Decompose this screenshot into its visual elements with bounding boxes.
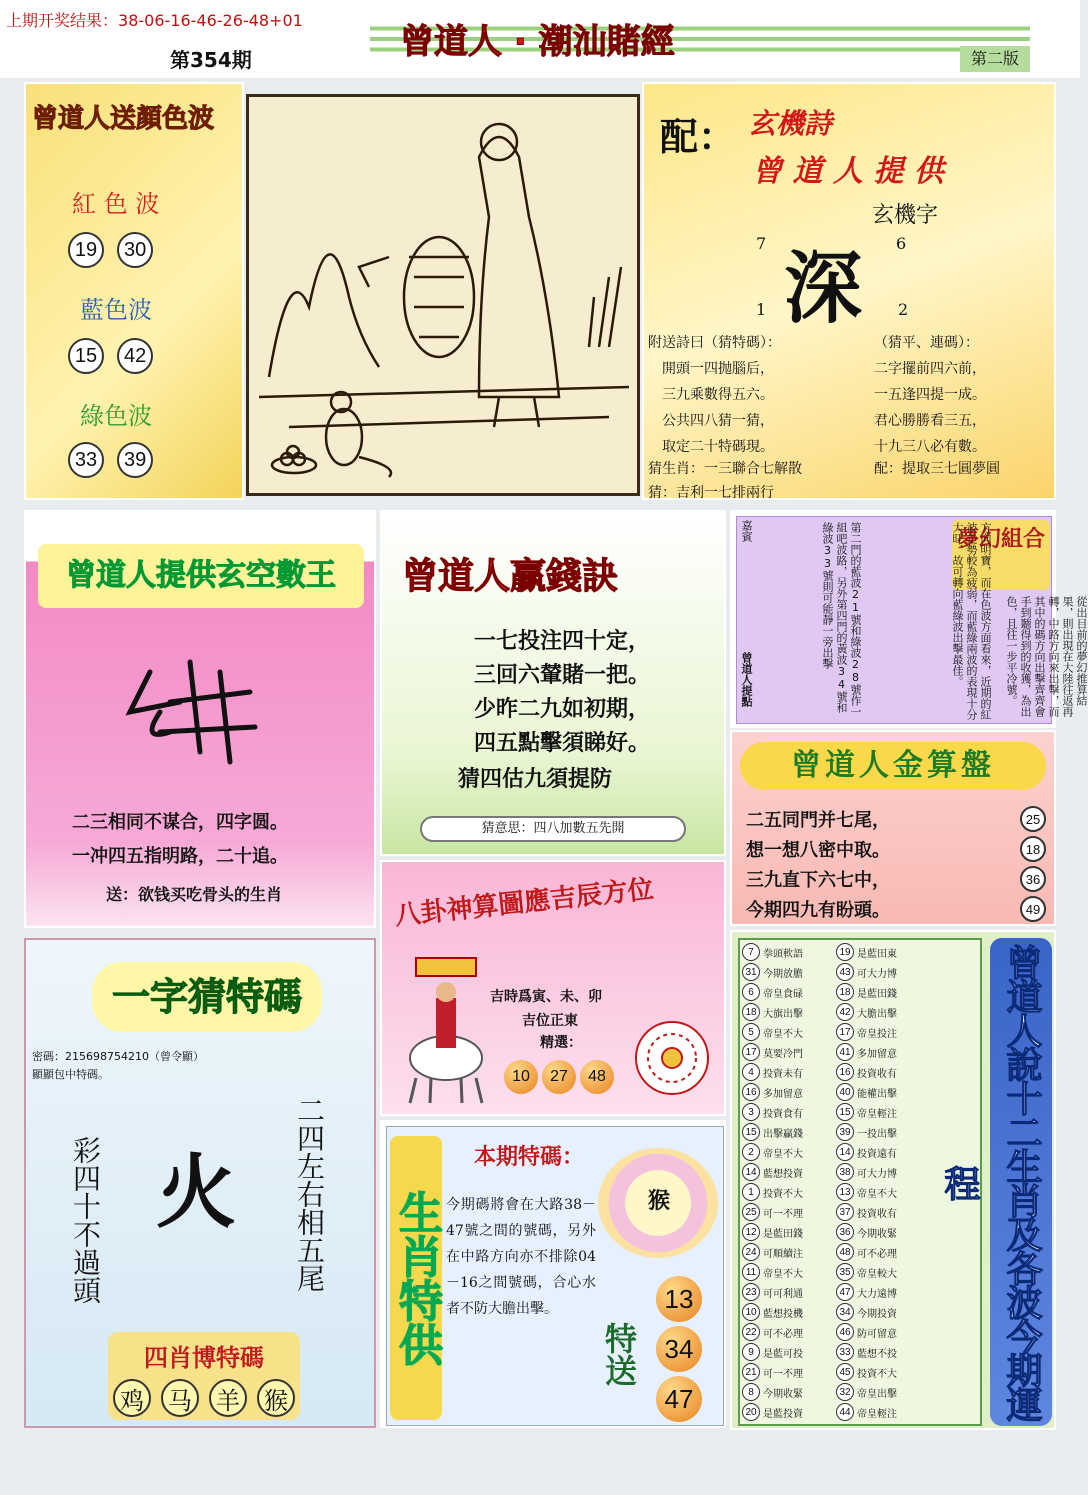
zodiac-forecast-number: 21 <box>742 1363 760 1381</box>
zodiac-forecast-row <box>836 982 897 1002</box>
zodiac-forecast-row <box>742 1202 803 1222</box>
xuankong-send: 送：欲钱买吃骨头的生肖 <box>106 885 283 904</box>
win-line: 少昨二九如初期， <box>474 696 651 722</box>
zodiac-forecast-text: 大膽出擊 <box>857 1008 897 1020</box>
bagua-compass-icon <box>632 1018 712 1098</box>
zodiac-rooster: 鸡 <box>113 1379 151 1417</box>
dream-col-1: 從出目前的夢幻推算結果，則出現在大陸往返再轉，中路方向來出擊，而其中的碼方向出擊齊齊會手到聽得到的收獲，為出色，且往一步平冷號。 <box>1005 596 1088 717</box>
zodiac-forecast-number: 36 <box>836 1223 854 1241</box>
zodiac-forecast-text: 投資食有 <box>763 1108 803 1120</box>
abacus-row <box>746 834 1046 864</box>
xuanji-title: 玄機詩 <box>748 107 833 140</box>
zodiac-forecast-row <box>836 1122 897 1142</box>
xuankong-title: 曾道人提供玄空數王 <box>38 544 364 608</box>
zodiac-forecast-row <box>742 1282 803 1302</box>
poem-left-lines <box>662 356 774 460</box>
zodiac-forecast-number: 48 <box>836 1243 854 1261</box>
zodiac-forecast-number: 8 <box>742 1383 760 1401</box>
last-result-label: 上期开奖结果： <box>6 11 119 30</box>
win-title: 曾道人贏錢訣 <box>402 556 619 597</box>
left-riddle-column: 彩四十不過頭 <box>69 1136 102 1304</box>
zodiac-forecast-number: 35 <box>836 1263 854 1281</box>
zodiac-forecast-text: 帝皇輕注 <box>857 1108 897 1120</box>
lucky-position: 吉位正東 <box>522 1013 578 1029</box>
zodiac-forecast-number: 43 <box>836 963 854 981</box>
special-text: 今期碼將會在大路38－47號之間的號碼，另外在中路方向亦不排除04－16之間號碼，合心水者不防大膽出擊。 <box>446 1197 596 1317</box>
zodiac-forecast-row <box>836 1222 897 1242</box>
poem-left-line: 三九乘數得五六。 <box>662 387 774 403</box>
zodiac-forecast-number: 46 <box>836 1323 854 1341</box>
zodiac-forecast-row <box>742 1142 803 1162</box>
page-title: 曾道人 · 潮汕賭經 <box>400 22 675 62</box>
zodiac-forecast-row <box>836 1082 897 1102</box>
zodiac-forecast-row <box>836 1342 897 1362</box>
zodiac-forecast-text: 是藍田錢 <box>857 988 897 1000</box>
zodiac-forecast-number: 13 <box>836 1183 854 1201</box>
zodiac-forecast-number: 2 <box>742 1143 760 1161</box>
zodiac-forecast-text: 藍想不投 <box>857 1348 897 1360</box>
abacus-row-number: 25 <box>1020 806 1046 832</box>
guess-hint: 猜：吉利一七排兩行 <box>648 485 774 501</box>
corner-1: 1 <box>756 300 767 319</box>
zodiac-forecast-number: 6 <box>742 983 760 1001</box>
abacus-title: 曾道人金算盤 <box>740 742 1046 790</box>
zodiac-forecast-row <box>836 1302 897 1322</box>
zodiac-forecast-text: 多加留意 <box>857 1048 897 1060</box>
zodiac-forecast-number: 38 <box>836 1163 854 1181</box>
bagua-number: 10 <box>504 1060 538 1094</box>
abacus-panel <box>730 730 1056 926</box>
zodiac-forecast-number: 33 <box>836 1343 854 1361</box>
green-number-1: 33 <box>68 442 104 478</box>
zodiac-forecast-text: 可順續注 <box>763 1248 803 1260</box>
zodiac-forecast-text: 可大力博 <box>857 1168 897 1180</box>
zodiac-forecast-row <box>742 1302 803 1322</box>
zodiac-forecast-text: 投資收有 <box>857 1068 897 1080</box>
xuankong-glyph <box>120 652 260 762</box>
zodiac-forecast-text: 出擊贏錢 <box>763 1128 803 1140</box>
zodiac-forecast-row <box>836 1142 897 1162</box>
zodiac-forecast-number: 12 <box>742 1223 760 1241</box>
xuankong-line-1: 二三相同不谋合，四字圆。 <box>72 812 288 833</box>
special-vertical-title: 生肖特供 <box>390 1136 442 1420</box>
green-wave-label: 綠色波 <box>80 402 152 430</box>
dream-title: 夢幻組合 <box>952 520 1050 590</box>
zodiac-goat: 羊 <box>209 1379 247 1417</box>
zodiac-forecast-row <box>742 1362 803 1382</box>
zodiac-forecast-row <box>836 962 897 982</box>
zodiac-forecast-text: 投資遠有 <box>857 1148 897 1160</box>
zodiac-forecast-row <box>742 1322 803 1342</box>
zodiac-forecast-text: 帝皇不大 <box>763 1148 803 1160</box>
zodiac-forecast-text: 可一不理 <box>763 1208 803 1220</box>
dream-col-3: 第二門的藍波21號和綠波28號作一組吧波路，另外第四門的黃波34號和綠波33號則可能靜一旁出擊 <box>821 522 862 717</box>
color-wave-panel <box>24 82 244 500</box>
warrior-horse-icon <box>396 958 496 1108</box>
zodiac-forecast-row <box>742 1122 803 1142</box>
zodiac-forecast-number: 18 <box>836 983 854 1001</box>
blue-wave-label: 藍色波 <box>80 296 152 324</box>
zodiac-forecast-text: 是藍田東 <box>857 948 897 960</box>
zodiac-forecast-text: 帝皇較大 <box>857 1268 897 1280</box>
header <box>0 0 1080 78</box>
zodiac-forecast-number: 16 <box>742 1083 760 1101</box>
dream-guest-label: 嘉賓 <box>740 520 753 542</box>
zodiac-forecast-text: 是藍投資 <box>763 1408 803 1420</box>
special-head: 本期特碼： <box>474 1145 585 1170</box>
zodiac-forecast-text: 投資未有 <box>763 1068 803 1080</box>
win-line: 四五點擊須睇好。 <box>474 730 651 756</box>
abacus-row-number: 36 <box>1020 866 1046 892</box>
zodiac-forecast-row <box>836 942 897 962</box>
secret-code: 密碼：215698754210（曾令顯） <box>32 1050 204 1063</box>
poem-right-line: 二字擺前四六前， <box>874 361 986 377</box>
zodiac-forecast-text: 帝皇不大 <box>857 1188 897 1200</box>
corner-2: 2 <box>898 300 909 319</box>
zodiac-forecast-text: 可不必理 <box>763 1328 803 1340</box>
zodiac-forecast-number: 41 <box>836 1043 854 1061</box>
zodiac-forecast-text: 投資收有 <box>857 1208 897 1220</box>
zodiac-monkey: 猴 <box>257 1379 295 1417</box>
zodiac-forecast-text: 帝皇出擊 <box>857 1388 897 1400</box>
special-number: 34 <box>656 1326 702 1372</box>
zodiac-hint: 猜生肖：一三聯合七解散 <box>648 461 802 477</box>
zodiac-forecast-number: 17 <box>742 1043 760 1061</box>
bagua-numbers <box>504 1058 614 1096</box>
poem-right-head: （猜平、連碼）： <box>874 335 979 351</box>
zodiac-forecast-text: 藍想投機 <box>763 1308 803 1320</box>
zodiac-forecast-row <box>836 1102 897 1122</box>
special-number: 47 <box>656 1376 702 1422</box>
four-zodiac-box <box>108 1332 300 1420</box>
poem-right-line: 君心勝勝看三五， <box>874 413 986 429</box>
zodiac-forecast-text: 是藍田錢 <box>763 1228 803 1240</box>
poem-left-line: 開頭一四抛腦后， <box>662 361 774 377</box>
poem-right-lines <box>874 356 986 460</box>
zodiac-forecast-number: 45 <box>836 1363 854 1381</box>
green-number-2: 39 <box>117 442 153 478</box>
dream-panel <box>730 510 1088 728</box>
zodiac-forecast-row <box>836 1062 897 1082</box>
special-numbers <box>656 1274 702 1424</box>
zodiac-forecast-row <box>742 1022 803 1042</box>
zodiac-forecast-number: 34 <box>836 1303 854 1321</box>
bagua-number: 48 <box>580 1060 614 1094</box>
zodiac-forecast-number: 22 <box>742 1323 760 1341</box>
zodiac-forecast-number: 4 <box>742 1063 760 1081</box>
zodiac-forecast-row <box>836 1402 897 1422</box>
zodiac-forecast-number: 23 <box>742 1283 760 1301</box>
zodiac-forecast-number: 15 <box>742 1123 760 1141</box>
zodiac-forecast-number: 19 <box>836 943 854 961</box>
zodiac-forecast-row <box>836 1202 897 1222</box>
zodiac-forecast-number: 25 <box>742 1203 760 1221</box>
zodiac-forecast-row <box>742 1042 803 1062</box>
pick-label: 精選： <box>540 1035 582 1051</box>
zodiac-forecast-text: 藍想投資 <box>763 1168 803 1180</box>
abacus-rows <box>746 804 1046 924</box>
zodiac-forecast-text: 拳頭軟語 <box>763 948 803 960</box>
zodiac-forecast-text: 可一不理 <box>763 1368 803 1380</box>
zodiac-forecast-text: 防可留意 <box>857 1328 897 1340</box>
zodiac-forecast-row <box>836 1022 897 1042</box>
zodiac-forecast-text: 投資不大 <box>763 1188 803 1200</box>
zodiac-forecast-text: 今期放膽 <box>763 968 803 980</box>
zodiac-forecast-row <box>742 962 803 982</box>
abacus-row <box>746 804 1046 834</box>
zodiac-forecast-text: 帝皇輕注 <box>857 1408 897 1420</box>
mystery-char: 深 <box>784 243 863 334</box>
zodiac-forecast-text: 帝皇不大 <box>763 1028 803 1040</box>
zodiac-forecast-row <box>836 1162 897 1182</box>
zodiac-forecast-panel <box>730 930 1056 1430</box>
zodiac-forecast-number: 40 <box>836 1083 854 1101</box>
abacus-row-text: 今期四九有盼頭。 <box>746 900 890 921</box>
issue-number: 第354期 <box>170 48 252 72</box>
zodiac-forecast-row <box>836 1002 897 1022</box>
zodiac-forecast-number: 15 <box>836 1103 854 1121</box>
zodiac-forecast-row <box>742 1222 803 1242</box>
win-meaning: 猜意思：四八加數五先開 <box>420 816 686 842</box>
zodiac-forecast-row <box>742 1262 803 1282</box>
zodiac-forecast-text: 一投出擊 <box>857 1128 897 1140</box>
zodiac-forecast-number: 3 <box>742 1103 760 1121</box>
zodiac-forecast-number: 14 <box>836 1143 854 1161</box>
blue-number-1: 15 <box>68 338 104 374</box>
pei-hint: 配：提取三七圓夢圓 <box>874 461 1000 477</box>
zodiac-forecast-text: 今期收緊 <box>857 1228 897 1240</box>
corner-6: 6 <box>896 234 907 253</box>
zodiac-forecast-text: 今期投資 <box>857 1308 897 1320</box>
zodiac-forecast-number: 31 <box>742 963 760 981</box>
zodiac-forecast-number: 24 <box>742 1243 760 1261</box>
zodiac-forecast-row <box>742 982 803 1002</box>
win-line: 三回六輦賭一把。 <box>474 662 651 688</box>
zodiac-forecast-text: 今期收緊 <box>763 1388 803 1400</box>
xuankong-line-2: 一冲四五指明路，二十追。 <box>72 846 288 867</box>
color-wave-title: 曾道人送顏色波 <box>32 104 215 134</box>
zodiac-forecast-row <box>836 1282 897 1302</box>
poem-panel <box>642 82 1056 500</box>
zodiac-forecast-number: 47 <box>836 1283 854 1301</box>
special-animal: 猴 <box>648 1188 671 1214</box>
zodiac-forecast-number: 14 <box>742 1163 760 1181</box>
zodiac-forecast-text: 帝皇食碌 <box>763 988 803 1000</box>
xuankong-panel <box>24 510 376 928</box>
zodiac-forecast-text: 可不必理 <box>857 1248 897 1260</box>
red-wave-label: 紅 色 波 <box>72 190 160 218</box>
abacus-row-text: 三九直下六七中， <box>746 870 890 891</box>
zodiac-forecast-text: 能權出擊 <box>857 1088 897 1100</box>
win-guard: 猜四估九須提防 <box>458 766 613 792</box>
zodiac-forecast-row <box>742 1062 803 1082</box>
zodiac-forecast-text: 多加留意 <box>763 1088 803 1100</box>
zodiac-forecast-number: 42 <box>836 1003 854 1021</box>
zodiac-forecast-row <box>742 1182 803 1202</box>
one-char-title: 一字猜特碼 <box>92 962 322 1032</box>
special-send: 特送 <box>600 1322 638 1386</box>
special-number: 13 <box>656 1276 702 1322</box>
one-char-panel <box>24 938 376 1428</box>
bagua-panel <box>380 860 726 1116</box>
zodiac-forecast-text: 帝皇投注 <box>857 1028 897 1040</box>
zodiac-horse: 马 <box>161 1379 199 1417</box>
secret-code-note: 顯顯包中特碼。 <box>32 1068 109 1081</box>
zodiac-forecast-title: 曾道人說十二生肖及各波今期運程 <box>990 938 1052 1426</box>
zodiac-forecast-row <box>742 1162 803 1182</box>
zodiac-forecast-text: 投資不大 <box>857 1368 897 1380</box>
abacus-row-text: 想一想八密中取。 <box>746 840 890 861</box>
zodiac-forecast-row <box>836 1322 897 1342</box>
zodiac-forecast-row <box>836 1242 897 1262</box>
lucky-time: 吉時爲寅、未、卯 <box>490 989 602 1005</box>
zodiac-forecast-number: 11 <box>742 1263 760 1281</box>
farmer-drawing <box>249 97 637 493</box>
fire-char: 火 <box>156 1145 236 1239</box>
blue-number-2: 42 <box>117 338 153 374</box>
zodiac-forecast-number: 5 <box>742 1023 760 1041</box>
zodiac-forecast-number: 37 <box>836 1203 854 1221</box>
poem-right-line: 一五逢四提一成。 <box>874 387 986 403</box>
zodiac-forecast-number: 44 <box>836 1403 854 1421</box>
red-number-2: 30 <box>117 232 153 268</box>
bagua-title: 八卦神算圖應吉辰方位 <box>393 874 656 932</box>
zodiac-forecast-row <box>836 1382 897 1402</box>
zodiac-forecast-row <box>836 1262 897 1282</box>
poem-left-line: 公共四八猜一猜， <box>662 413 774 429</box>
zodiac-forecast-number: 10 <box>742 1303 760 1321</box>
abacus-row-text: 二五同門并七尾， <box>746 810 890 831</box>
bagua-number: 27 <box>542 1060 576 1094</box>
zodiac-forecast-text: 帝皇不大 <box>763 1268 803 1280</box>
abacus-row <box>746 864 1046 894</box>
dream-col-2: 方向明寶，而在色波方面看來，近期的紅波走勢較為疲弱，而藍綠兩波的表現十分大旺，故可轉向藍綠波出擊最佳。 <box>951 522 992 720</box>
abacus-row-number: 49 <box>1020 896 1046 922</box>
provider-title: 曾 道 人 提 供 <box>752 154 944 189</box>
red-number-1: 19 <box>68 232 104 268</box>
zodiac-forecast-row <box>836 1362 897 1382</box>
last-result-numbers: 38-06-16-46-26-48+01 <box>118 11 303 30</box>
zodiac-forecast-text: 大力遠博 <box>857 1288 897 1300</box>
win-line: 一七投注四十定， <box>474 628 651 654</box>
win-panel <box>380 510 726 856</box>
zodiac-forecast-row <box>742 1382 803 1402</box>
zodiac-forecast-number: 16 <box>836 1063 854 1081</box>
zodiac-forecast-text: 可大力博 <box>857 968 897 980</box>
zodiac-forecast-number: 32 <box>836 1383 854 1401</box>
zodiac-forecast-number: 17 <box>836 1023 854 1041</box>
poem-left-line: 取定二十特碼現。 <box>662 439 774 455</box>
zodiac-forecast-text: 可可利通 <box>763 1288 803 1300</box>
zodiac-forecast-row <box>742 942 803 962</box>
dream-sign: 曾道人提點 <box>740 652 753 707</box>
zodiac-forecast-row <box>742 1102 803 1122</box>
zodiac-forecast-number: 9 <box>742 1343 760 1361</box>
poem-left-head: 附送詩曰（猜特碼）： <box>648 335 781 351</box>
zodiac-forecast-row <box>836 1042 897 1062</box>
last-result <box>6 8 303 31</box>
zodiac-forecast-text: 是藍可投 <box>763 1348 803 1360</box>
abacus-row-number: 18 <box>1020 836 1046 862</box>
pei-label: 配： <box>660 115 737 159</box>
poem-right-line: 十九三八必有數。 <box>874 439 986 455</box>
riddle-illustration <box>246 94 640 496</box>
zodiac-forecast-number: 1 <box>742 1183 760 1201</box>
zodiac-forecast-row <box>742 1002 803 1022</box>
corner-7: 7 <box>756 234 767 253</box>
zodiac-forecast-row <box>742 1402 803 1422</box>
zodiac-forecast-row <box>836 1182 897 1202</box>
zodiac-forecast-row <box>742 1342 803 1362</box>
zodiac-forecast-number: 18 <box>742 1003 760 1021</box>
zodiac-forecast-number: 20 <box>742 1403 760 1421</box>
four-zodiac-title: 四肖博特碼 <box>144 1344 264 1372</box>
zodiac-forecast-number: 39 <box>836 1123 854 1141</box>
zodiac-forecast-row <box>742 1082 803 1102</box>
edition-label: 第二版 <box>960 46 1030 72</box>
char-title: 玄機字 <box>872 203 939 228</box>
special-panel <box>380 1120 726 1428</box>
zodiac-forecast-row <box>742 1242 803 1262</box>
zodiac-forecast-text: 大旗出擊 <box>763 1008 803 1020</box>
abacus-row <box>746 894 1046 924</box>
right-riddle-column: 二四左右相五尾 <box>293 1096 326 1292</box>
zodiac-forecast-text: 莫要冷門 <box>763 1048 803 1060</box>
win-lines <box>474 624 650 760</box>
zodiac-forecast-number: 7 <box>742 943 760 961</box>
